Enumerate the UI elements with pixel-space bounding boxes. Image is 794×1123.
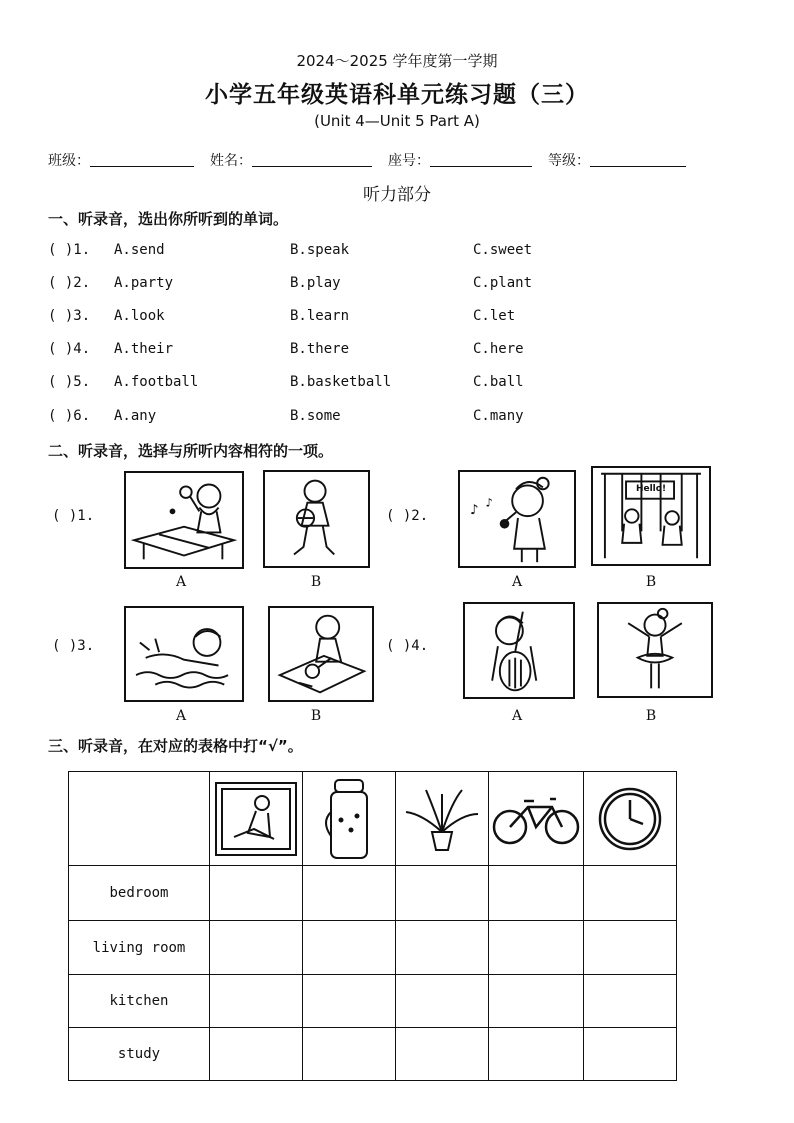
class-field[interactable] bbox=[90, 150, 194, 167]
swimming-icon[interactable] bbox=[124, 606, 244, 702]
option-a: A.their bbox=[114, 341, 174, 357]
option-b: B bbox=[310, 574, 322, 590]
grade-field[interactable] bbox=[590, 150, 686, 167]
cooking-girl-icon[interactable] bbox=[268, 606, 374, 702]
answer-blank[interactable]: ( )4. bbox=[386, 638, 429, 654]
grade-label: 等级： bbox=[548, 153, 590, 169]
answer-blank[interactable]: ( )5. bbox=[48, 374, 91, 390]
check-cell[interactable] bbox=[303, 921, 396, 975]
table-row bbox=[69, 866, 677, 921]
section3-heading: 三、听录音，在对应的表格中打“√”。 bbox=[48, 737, 303, 755]
plant-icon bbox=[396, 772, 489, 866]
svg-text:♪: ♪ bbox=[470, 503, 479, 519]
table-row bbox=[69, 921, 677, 975]
check-cell[interactable] bbox=[210, 1028, 303, 1081]
check-cell[interactable] bbox=[210, 975, 303, 1028]
option-a: A bbox=[511, 574, 523, 590]
thermos-icon bbox=[303, 772, 396, 866]
section2-heading: 二、听录音，选择与所听内容相符的一项。 bbox=[48, 442, 334, 460]
pipa-player-icon[interactable] bbox=[463, 602, 575, 699]
table-row bbox=[69, 772, 677, 866]
room-check-table bbox=[68, 771, 677, 1081]
row-label-bedroom: bedroom bbox=[69, 866, 210, 921]
check-cell[interactable] bbox=[584, 975, 677, 1028]
row-label-study: study bbox=[69, 1028, 210, 1081]
option-a: A.football bbox=[114, 374, 199, 390]
answer-blank[interactable]: ( )6. bbox=[48, 408, 91, 424]
svg-text:♪: ♪ bbox=[485, 495, 493, 510]
check-cell[interactable] bbox=[303, 1028, 396, 1081]
check-cell[interactable] bbox=[396, 975, 489, 1028]
option-c: C.let bbox=[473, 308, 516, 324]
option-b: B.play bbox=[290, 275, 341, 291]
answer-blank[interactable]: ( )2. bbox=[386, 508, 429, 524]
check-cell[interactable] bbox=[396, 1028, 489, 1081]
basketball-player-icon[interactable] bbox=[263, 470, 370, 568]
ping-pong-icon[interactable] bbox=[124, 471, 244, 569]
name-field[interactable] bbox=[252, 150, 372, 167]
option-b: B.speak bbox=[290, 242, 350, 258]
school-year: 2024～2025 学年度第一学期 bbox=[296, 52, 498, 70]
option-c: C.plant bbox=[473, 275, 533, 291]
check-cell[interactable] bbox=[584, 1028, 677, 1081]
seat-label: 座号： bbox=[388, 153, 430, 169]
check-cell[interactable] bbox=[396, 921, 489, 975]
check-cell[interactable] bbox=[396, 866, 489, 921]
swing-sign: Hello! bbox=[635, 484, 667, 494]
page-title: 小学五年级英语科单元练习题（三） bbox=[205, 82, 589, 108]
option-a: A.look bbox=[114, 308, 165, 324]
option-b: B bbox=[645, 708, 657, 724]
answer-blank[interactable]: ( )1. bbox=[52, 508, 95, 524]
answer-blank[interactable]: ( )3. bbox=[52, 638, 95, 654]
option-b: B bbox=[310, 708, 322, 724]
class-label: 班级： bbox=[48, 153, 90, 169]
option-b: B.there bbox=[290, 341, 350, 357]
listening-part-title: 听力部分 bbox=[363, 185, 431, 205]
answer-blank[interactable]: ( )1. bbox=[48, 242, 91, 258]
option-a: A bbox=[511, 708, 523, 724]
name-label: 姓名： bbox=[210, 153, 252, 169]
dancing-girl-icon[interactable] bbox=[597, 602, 713, 698]
check-cell[interactable] bbox=[489, 975, 584, 1028]
student-info-row bbox=[48, 150, 686, 170]
answer-blank[interactable]: ( )3. bbox=[48, 308, 91, 324]
check-cell[interactable] bbox=[584, 866, 677, 921]
bike-icon bbox=[489, 772, 584, 866]
option-a: A.send bbox=[114, 242, 165, 258]
option-b: B.some bbox=[290, 408, 341, 424]
table-row bbox=[69, 975, 677, 1028]
row-label-living-room: living room bbox=[69, 921, 210, 975]
table-row bbox=[69, 1028, 677, 1081]
option-a: A bbox=[175, 574, 187, 590]
check-cell[interactable] bbox=[489, 921, 584, 975]
section1-heading: 一、听录音，选出你所听到的单词。 bbox=[48, 210, 289, 228]
answer-blank[interactable]: ( )4. bbox=[48, 341, 91, 357]
check-cell[interactable] bbox=[210, 921, 303, 975]
option-a: A.any bbox=[114, 408, 157, 424]
seat-field[interactable] bbox=[430, 150, 532, 167]
check-cell[interactable] bbox=[210, 866, 303, 921]
check-cell[interactable] bbox=[584, 921, 677, 975]
option-c: C.many bbox=[473, 408, 524, 424]
check-cell[interactable] bbox=[489, 866, 584, 921]
clock-icon bbox=[584, 772, 677, 866]
page-subtitle: (Unit 4—Unit 5 Part A) bbox=[314, 112, 480, 130]
row-label-kitchen: kitchen bbox=[69, 975, 210, 1028]
option-c: C.ball bbox=[473, 374, 524, 390]
option-c: C.here bbox=[473, 341, 524, 357]
option-a: A.party bbox=[114, 275, 174, 291]
check-cell[interactable] bbox=[303, 975, 396, 1028]
option-b: B bbox=[645, 574, 657, 590]
option-c: C.sweet bbox=[473, 242, 533, 258]
answer-blank[interactable]: ( )2. bbox=[48, 275, 91, 291]
option-a: A bbox=[175, 708, 187, 724]
option-b: B.basketball bbox=[290, 374, 392, 390]
check-cell[interactable] bbox=[303, 866, 396, 921]
check-cell[interactable] bbox=[489, 1028, 584, 1081]
swing-icon[interactable] bbox=[591, 466, 711, 566]
option-b: B.learn bbox=[290, 308, 350, 324]
corner-cell bbox=[69, 772, 210, 866]
picture-icon bbox=[210, 772, 303, 866]
singing-girl-icon[interactable] bbox=[458, 470, 576, 568]
